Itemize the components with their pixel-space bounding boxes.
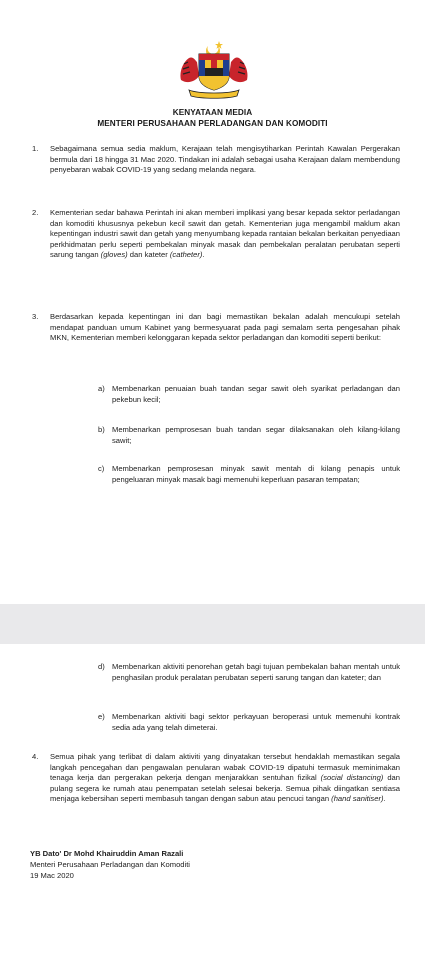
paragraph-1: Sebagaimana semua sedia maklum, Kerajaan telah mengisytiharkan Perintah Kawalan Pergerakan bermula dari 18 hingga 31 Mac 2020. Tindakan ini adalah sebagai usaha Kerajaan dalam membendung penyebaran wabak COVID-19 yang sedang melanda negara. <box>50 144 400 175</box>
emphasis-social-distancing: (social distancing) <box>320 773 384 783</box>
list-item: Membenarkan pemprosesan minyak sawit mentah di kilang penapis untuk pengeluaran minyak masak bagi memenuhi keperluan pasaran tempatan; <box>112 464 400 484</box>
signatory-position: Menteri Perusahaan Perladangan dan Komoditi <box>30 860 190 869</box>
coat-of-arms-icon <box>175 38 253 100</box>
list-item-label: d) <box>98 662 105 671</box>
emphasis-hand-sanitiser: (hand sanitiser) <box>331 794 384 804</box>
paragraph-4: Semua pihak yang terlibat di dalam aktiviti yang dinyatakan tersebut hendaklah memastikan segala langkah pencegahan dan pengawalan penularan wabak COVID-19 dipatuhi termasuk meminimakan tenaga kerja dan pergerakan pekerja dengan menjarakkan sentuhan fizikal (social distancing) dan pulang segera ke rumah atau penempatan setelah selesai bekerja. Semua pihak diingatkan sentiasa menjaga kebersihan seperti membasuh tangan dengan sabun atau pencuci tangan (hand sanitiser). <box>50 752 401 804</box>
paragraph-2: Kementerian sedar bahawa Perintah ini akan memberi implikasi yang besar kepada sektor perladangan dan komoditi khususnya pekebun kecil sawit dan getah. Kementerian juga mengambil maklum akan kepentingan industri sawit dan getah yang menyumbang kepada rantaian bekalan berkaitan penyediaan perkhidmatan perlu seperti pembekalan minyak masak dan pembekalan peralatan perubatan seperti sarung tangan (gloves) dan kateter (catheter). <box>50 208 400 260</box>
list-item-label: c) <box>98 464 105 473</box>
statement-date: 19 Mac 2020 <box>30 871 74 880</box>
document-title: KENYATAAN MEDIA <box>172 108 253 117</box>
paragraph-number: 2. <box>32 208 39 217</box>
list-item-label: e) <box>98 712 105 721</box>
list-item: Membenarkan pemprosesan buah tandan segar dilaksanakan oleh kilang-kilang sawit; <box>112 425 400 445</box>
document-subtitle: MENTERI PERUSAHAAN PERLADANGAN DAN KOMODITI <box>97 119 328 128</box>
list-item: Membenarkan aktiviti penorehan getah bagi tujuan pembekalan bahan mentah untuk penghasilan produk peralatan perubatan seperti sarung tangan dan kateter; dan <box>112 662 400 682</box>
paragraph-3: Berdasarkan kepada kepentingan ini dan bagi memastikan bekalan adalah mencukupi setelah mendapat panduan umum Kabinet yang bermesyuarat pada pagi semalam serta pengesahan pihak MKN, Kementerian memberi kelonggaran kepada sektor perladangan dan komoditi seperti berikut: <box>50 312 400 343</box>
list-item-label: b) <box>98 425 105 434</box>
list-item: Membenarkan penuaian buah tandan segar sawit oleh syarikat perladangan dan pekebun kecil; <box>112 384 400 404</box>
document-page-2 <box>0 644 425 960</box>
page-separator <box>0 604 425 644</box>
emphasis-catheter: (catheter) <box>169 250 203 260</box>
emphasis-gloves: (gloves) <box>100 250 128 260</box>
paragraph-number: 1. <box>32 144 39 153</box>
paragraph-number: 3. <box>32 312 39 321</box>
list-item-label: a) <box>98 384 105 393</box>
list-item: Membenarkan aktiviti bagi sektor perkayuan beroperasi untuk memenuhi kontrak sedia ada yang telah dimeterai. <box>112 712 400 732</box>
signatory-name: YB Dato' Dr Mohd Khairuddin Aman Razali <box>30 849 184 858</box>
paragraph-number: 4. <box>32 752 39 761</box>
